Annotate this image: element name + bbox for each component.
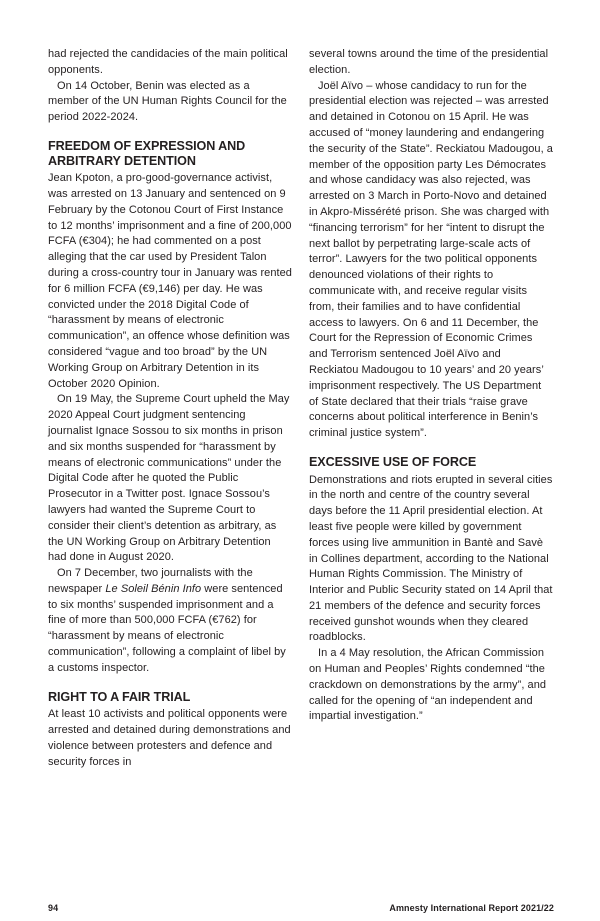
italic-text: Le Soleil Bénin Info	[105, 582, 202, 595]
column-left	[48, 47, 292, 770]
report-title: Amnesty International Report 2021/22	[389, 903, 554, 913]
paragraph	[309, 473, 553, 647]
body-text: were sentenced to six months’ suspended imprisonment and a fine of more than 500,000 FCFA (€762) for “harassment by means of electronic communication”, following a complaint of libel by a customs inspector.	[48, 582, 286, 674]
page-footer	[48, 903, 554, 913]
column-right	[309, 47, 553, 770]
section-heading: RIGHT TO A FAIR TRIAL	[48, 689, 191, 704]
body-text: Demonstrations and riots erupted in several cities in the north and centre of the country several days before the 11 April presidential election. At least five people were killed by government forces using live ammunition in Bantè and Savè in Collines department, according to the National Human Rights Commission. The Ministry of Interior and Public Security stated on 14 April that 21 members of the defence and security forces received gunshot wounds when they cleared roadblocks.	[309, 473, 553, 644]
body-text: On 14 October, Benin was elected as a member of the UN Human Rights Council for the period 2022-2024.	[48, 79, 287, 124]
body-text: Jean Kpoton, a pro-good-governance activist, was arrested on 13 January and sentenced on 9 February by the Cotonou Court of First Instance to 12 months’ imprisonment and a fine of 200,000 FCFA (€304); he had commented on a post alleging that the car used by President Talon during a cross-country tour in January was rented for 6 million FCFA (€9,146) per day. He was convicted under the 2018 Digital Code of “harassment by means of electronic communication”, an offence whose definition was considered “vague and too broad” by the UN Working Group on Arbitrary Detention in its October 2020 Opinion.	[48, 172, 292, 390]
paragraph	[309, 79, 553, 442]
body-text: At least 10 activists and political opponents were arrested and detained during demonstrations and violence between protesters and defence and security forces in	[48, 708, 291, 768]
section-heading: FREEDOM OF EXPRESSION AND ARBITRARY DETENTION	[48, 138, 246, 168]
paragraph	[309, 646, 553, 725]
page-content	[48, 47, 554, 770]
body-text: Joël Aïvo – whose candidacy to run for the presidential election was rejected – was arrested and detained in Cotonou on 15 April. He was accused of “money laundering and endangering the security of the State”. Reckiatou Madougou, a member of the opposition party Les Démocrates and whose candidacy was also rejected, was arrested on 3 March in Porto-Novo and detained in Akpro-Missérété prison. She was charged with “financing terrorism” for her “intent to disrupt the next ballot by perpetrating large-scale acts of terror”. Lawyers for the two political opponents denounced violations of their rights to communicate with, and receive regular visits from, their families and to have confidential access to lawyers. On 6 and 11 December, the Court for the Repression of Economic Crimes and Terrorism sentenced Joël Aïvo and Reckiatou Madougou to 10 years’ and 20 years’ imprisonment respectively. The US Department of State declared that their trials “raise grave concerns about political interference in Benin’s criminal justice system”.	[309, 79, 553, 440]
body-text: had rejected the candidacies of the main political opponents.	[48, 48, 288, 76]
paragraph	[309, 47, 553, 79]
paragraph	[48, 392, 292, 566]
body-text: several towns around the time of the presidential election.	[309, 48, 549, 76]
paragraph	[48, 707, 292, 770]
body-text: On 19 May, the Supreme Court upheld the May 2020 Appeal Court judgment sentencing journalist Ignace Sossou to six months in prison and six months suspended for “harassment by means of electronic communications” under the Digital Code after he quoted the Public Prosecutor in a Twitter post. Ignace Sossou’s lawyers had wanted the Supreme Court to consider their client’s detention as arbitrary, as the UN Working Group on Arbitrary Detention had done in August 2020.	[48, 393, 290, 564]
paragraph	[48, 47, 292, 79]
paragraph	[48, 79, 292, 126]
body-text: On 7 December, two journalists with the newspaper	[48, 567, 253, 595]
body-text: In a 4 May resolution, the African Commission on Human and Peoples’ Rights condemned “the crackdown on demonstrations by the army”, and called for the opening of “an independent and impartial investigation.”	[309, 647, 547, 723]
page-number: 94	[48, 903, 59, 913]
paragraph	[48, 566, 292, 677]
paragraph	[48, 171, 292, 392]
section-heading: EXCESSIVE USE OF FORCE	[309, 454, 477, 469]
